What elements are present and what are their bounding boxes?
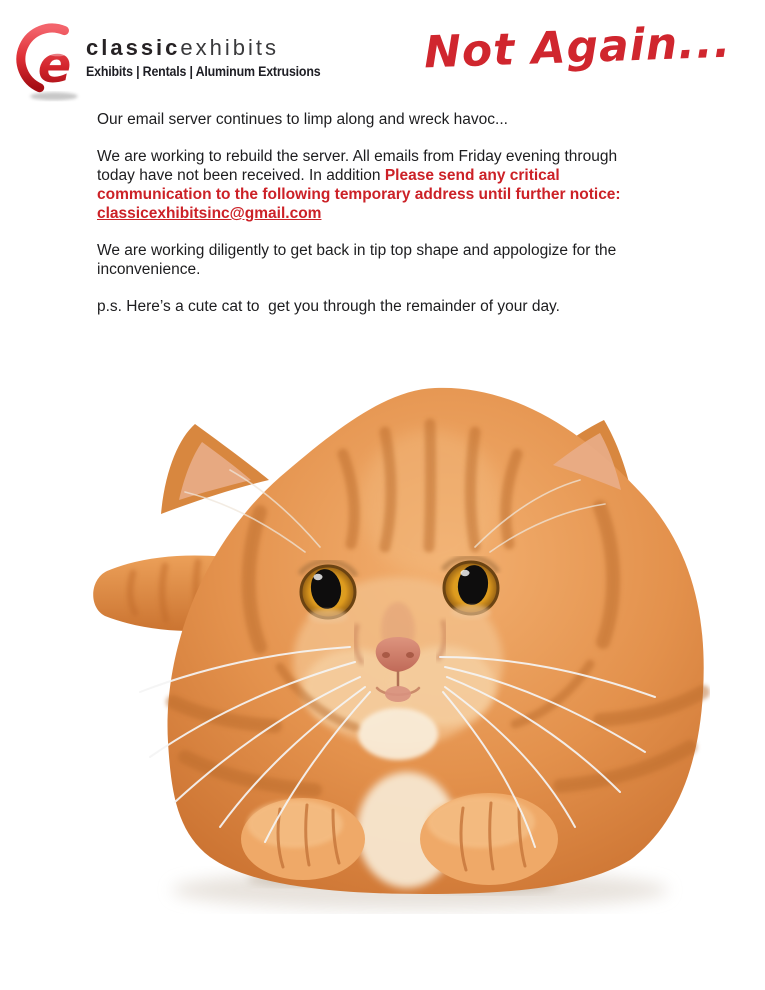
logo-brand-bold: classic xyxy=(86,35,181,60)
logo-brand-light: exhibits xyxy=(180,35,279,60)
logo-tagline: Exhibits | Rentals | Aluminum Extrusions xyxy=(86,64,321,80)
message-body xyxy=(97,110,649,334)
p2-intro: We are working to rebuild the server. All emails from Friday evening through today have not been received. In addition xyxy=(97,148,618,184)
svg-text:e: e xyxy=(37,36,72,94)
logo-wordmark xyxy=(86,36,341,60)
p2-alert-text: Please send any critical communication to the following temporary address until further notice: xyxy=(97,167,621,203)
headline: Not Again... xyxy=(423,16,733,79)
body-ps-line: p.s. Here’s a cute cat to get you through the remainder of your day. xyxy=(97,298,560,315)
body-paragraph-1: Our email server continues to limp along and wreck havoc... xyxy=(97,111,508,128)
logo xyxy=(86,36,341,79)
classic-exhibits-logo-icon xyxy=(14,22,92,102)
cat-photo xyxy=(55,362,710,962)
body-paragraph-3: We are working diligently to get back in tip top shape and appologize for the inconvenience. xyxy=(97,242,617,278)
temporary-email-link[interactable]: classicexhibitsinc@gmail.com xyxy=(97,205,322,222)
body-paragraph-2 xyxy=(97,147,649,223)
